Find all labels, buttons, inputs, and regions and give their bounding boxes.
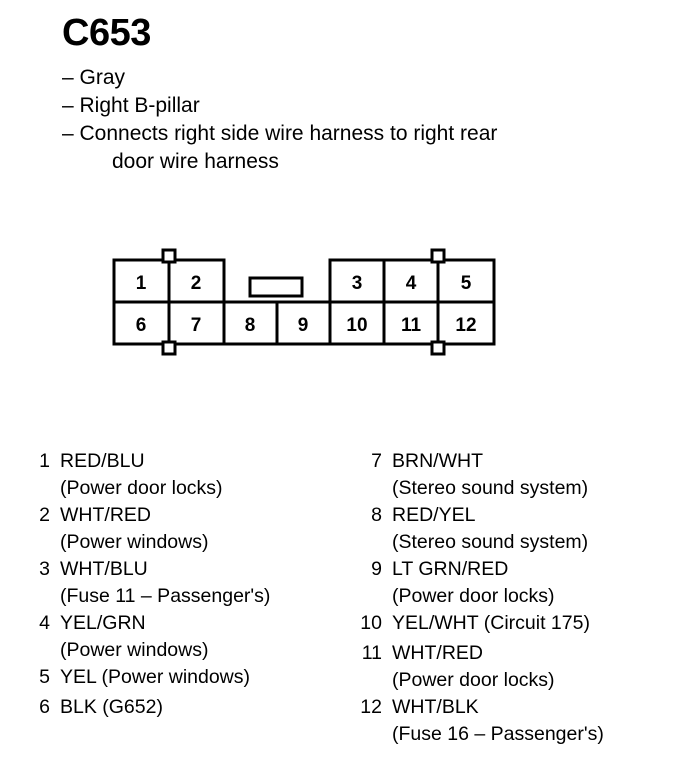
top-key-right bbox=[432, 250, 444, 262]
wire-color: WHT/BLU bbox=[60, 558, 148, 580]
cavity-label: 3 bbox=[351, 273, 363, 294]
pin-number: 6 bbox=[39, 696, 50, 718]
detail-connects-continued: door wire harness bbox=[112, 150, 279, 173]
circuit-note: (Power door locks) bbox=[392, 585, 555, 607]
pin-number: 4 bbox=[39, 612, 50, 634]
wire-color: BLK (G652) bbox=[60, 696, 163, 718]
circuit-note: (Stereo sound system) bbox=[392, 531, 589, 553]
circuit-note: (Power door locks) bbox=[392, 669, 555, 691]
wire-color: RED/BLU bbox=[60, 450, 145, 472]
pin-number: 1 bbox=[39, 450, 50, 472]
cavity-label: 7 bbox=[190, 315, 202, 336]
cavity-label: 8 bbox=[244, 315, 256, 336]
pin-number: 7 bbox=[371, 450, 382, 472]
cavity-label: 12 bbox=[455, 315, 477, 336]
wire-color: WHT/RED bbox=[392, 642, 483, 664]
pin-number: 9 bbox=[371, 558, 382, 580]
wire-color: LT GRN/RED bbox=[392, 558, 509, 580]
cavity-label: 4 bbox=[405, 273, 417, 294]
circuit-note: (Power windows) bbox=[60, 639, 209, 661]
pin-number: 5 bbox=[39, 666, 50, 688]
wire-color: YEL/GRN bbox=[60, 612, 146, 634]
cavity-label: 9 bbox=[297, 315, 309, 336]
circuit-note: (Power windows) bbox=[60, 531, 209, 553]
cavity-label: 6 bbox=[135, 315, 147, 336]
cavity-label: 2 bbox=[190, 273, 202, 294]
circuit-note: (Power door locks) bbox=[60, 477, 223, 499]
wire-color: WHT/BLK bbox=[392, 696, 479, 718]
top-key-left bbox=[163, 250, 175, 262]
bottom-key-right bbox=[432, 342, 444, 354]
wire-color: WHT/RED bbox=[60, 504, 151, 526]
circuit-note: (Stereo sound system) bbox=[392, 477, 589, 499]
wire-color: YEL/WHT (Circuit 175) bbox=[392, 612, 590, 634]
circuit-note: (Fuse 16 – Passenger's) bbox=[392, 723, 604, 745]
cavity-label: 5 bbox=[460, 273, 472, 294]
circuit-note: (Fuse 11 – Passenger's) bbox=[60, 585, 271, 607]
pin-number: 11 bbox=[361, 642, 382, 664]
wire-color: BRN/WHT bbox=[392, 450, 483, 472]
cavity-label: 10 bbox=[346, 315, 368, 336]
wire-color: RED/YEL bbox=[392, 504, 476, 526]
pin-number: 12 bbox=[360, 696, 382, 718]
cavity-label: 11 bbox=[400, 315, 422, 336]
detail-connects: – Connects right side wire harness to right rear bbox=[62, 122, 498, 145]
pin-number: 2 bbox=[39, 504, 50, 526]
detail-color: – Gray bbox=[62, 66, 126, 89]
pin-number: 8 bbox=[371, 504, 382, 526]
detail-location: – Right B-pillar bbox=[62, 94, 200, 117]
cavity-label: 1 bbox=[135, 273, 147, 294]
pin-number: 3 bbox=[39, 558, 50, 580]
bottom-key-left bbox=[163, 342, 175, 354]
wire-color: YEL (Power windows) bbox=[60, 666, 251, 688]
locking-latch bbox=[250, 278, 302, 296]
connector-title: C653 bbox=[62, 12, 151, 54]
pin-number: 10 bbox=[360, 612, 382, 634]
